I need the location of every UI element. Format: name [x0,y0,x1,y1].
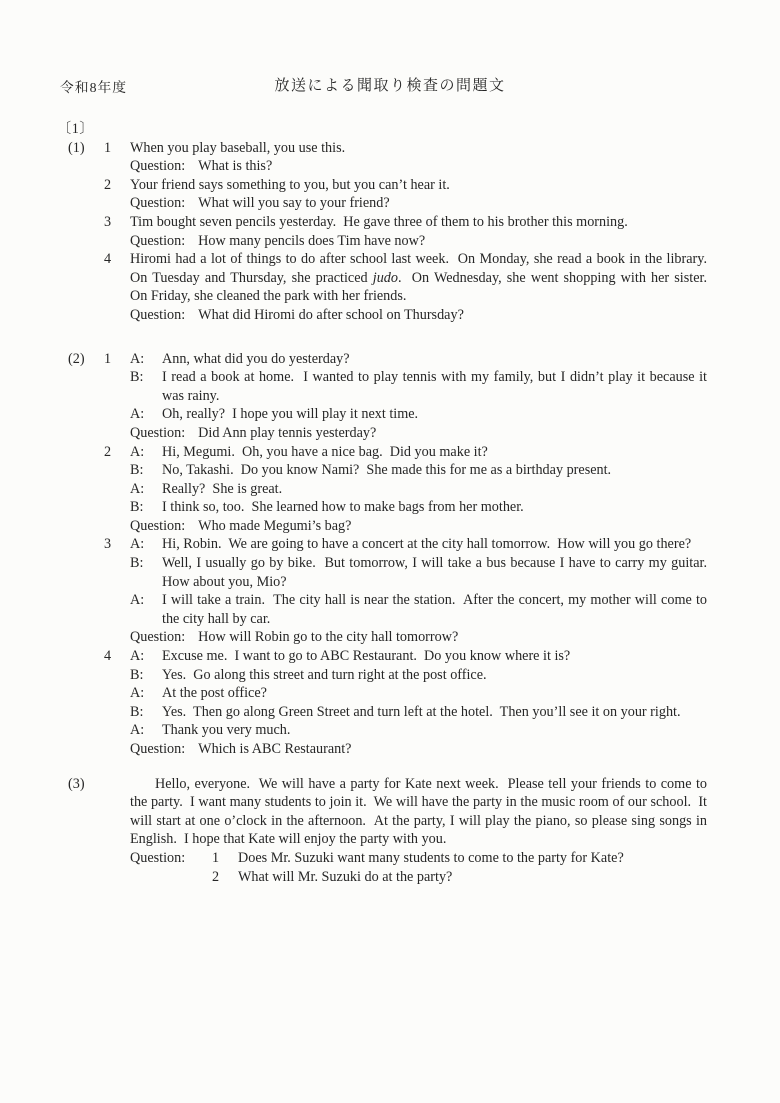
question-label: Question: [130,232,186,249]
item-body: Tim bought seven pencils yesterday. He gave three of them to his brother this morning. [130,213,628,230]
question-label: Question: [130,306,186,323]
speaker-label: A: [130,406,145,423]
dialog-text: Well, I usually go by bike. But tomorrow, I will take a bus because I have to carry my guitar. How about you, Mio? [162,555,715,590]
sections-container [0,139,780,887]
dialog-turn [130,684,707,703]
dialog-text: No, Takashi. Do you know Nami? She made this for me as a birthday present. [162,462,612,479]
question-text: How will Robin go to the city hall tomorrow? [198,629,459,646]
dialog-text: I read a book at home. I wanted to play tennis with my family, but I didn’t play it because it was rainy. [162,369,711,404]
speaker-label: B: [130,555,144,572]
item-number: 4 [104,648,112,665]
question-row [130,157,707,176]
item-number: 2 [104,176,112,193]
speaker-label: A: [130,536,145,553]
question-label: Question: [130,741,186,757]
question-row [130,232,707,251]
document-title: 放送による聞取り検査の問題文 [274,78,506,94]
speaker-label: B: [130,369,144,386]
sub-question-number: 1 [212,849,220,866]
item-number: 2 [104,443,112,460]
dialog-text: Hi, Megumi. Oh, you have a nice bag. Did you make it? [162,443,488,460]
question-row [130,740,707,759]
question-label: Question: [130,629,186,646]
question-row [130,628,707,647]
question-row [130,194,707,213]
section-monologue [0,775,780,887]
item-number: 3 [104,213,112,230]
question-label-spacer [130,868,212,887]
dialog-turn [130,443,707,462]
monologue-paragraph: Hello, everyone. We will have a party for Kate next week. Please tell your friends to come to the party. I want many students to join it. We will have the party in the music room of our school. It will start at one o’clock in the afternoon. At the party, I will play the piano, so please sing songs in English. I hope that Kate will enjoy the party with you. [130,775,711,848]
sub-question-text: Does Mr. Suzuki want many students to come to the party for Kate? [238,849,624,866]
dialog-text: At the post office? [162,685,267,702]
dialog-text: Hi, Robin. We are going to have a concert at the city hall tomorrow. How will you go there? [162,536,692,553]
dialog-item [104,647,707,759]
speaker-label: B: [130,703,144,720]
question-row [130,868,707,887]
question-text: Who made Megumi’s bag? [198,517,352,534]
big-section-label: 〔1〕 [57,121,94,137]
part-label: (3) [68,775,85,792]
question-row [130,306,707,325]
item-number: 3 [104,536,112,553]
question-label: Question: [130,424,186,441]
dialog-text: Excuse me. I want to go to ABC Restaurant. Do you know where it is? [162,648,571,665]
dialog-text: Oh, really? I hope you will play it next time. [162,406,419,423]
question-label: Question: [130,517,186,534]
dialog-turn [130,666,707,685]
dialog-item [104,350,711,443]
dialog-text: I will take a train. The city hall is near the station. After the concert, my mother will come to the city hall by car. [162,592,711,627]
question-text: Did Ann play tennis yesterday? [198,424,377,441]
dialog-text: Ann, what did you do yesterday? [162,350,350,367]
item-number: 1 [104,350,112,367]
dialog-item [104,443,707,536]
speaker-label: A: [130,648,145,665]
question-text: How many pencils does Tim have now? [198,232,426,249]
dialog-turn [130,721,707,740]
question-row [130,424,707,443]
sub-question-number: 2 [212,868,220,885]
speaker-label: B: [130,666,144,683]
speaker-label: B: [130,499,144,516]
document-body [0,120,780,886]
speaker-label: A: [130,685,145,702]
item-number: 1 [104,139,112,156]
item-number: 4 [104,251,112,268]
dialog-turn [130,368,711,405]
dialog-turn [130,535,707,554]
statement-item [104,176,707,213]
statement-item [104,139,707,176]
statement-item [104,250,715,324]
question-text: Which is ABC Restaurant? [198,741,352,757]
question-label: Question: [130,158,186,175]
text-run: judo [372,269,398,286]
dialog-turn [130,480,707,499]
dialog-item [104,535,715,647]
question-label: Question: [130,849,186,866]
section-items [0,139,780,325]
text-run: Hiromi had a lot of things to do after school last week. On Monday, she read a book in the library. On Tuesday and Thursday, she practiced [130,251,715,286]
speaker-label: A: [130,480,145,497]
section-dialogs [0,350,780,759]
item-body: Your friend says something to you, but you can’t hear it. [130,176,450,193]
question-text: What is this? [198,158,273,175]
dialog-turn [130,591,711,628]
dialog-text: Yes. Then go along Green Street and turn left at the hotel. Then you’ll see it on your right. [162,703,681,720]
part-label: (2) [68,350,85,367]
speaker-label: A: [130,592,145,609]
dialog-turn [130,405,707,424]
dialog-turn [130,350,707,369]
question-row [130,849,707,868]
dialog-text: Really? She is great. [162,480,283,497]
question-text: What will you say to your friend? [198,195,390,212]
dialog-text: I think so, too. She learned how to make bags from her mother. [162,499,524,516]
speaker-label: B: [130,462,144,479]
part-label: (1) [68,139,85,156]
era-label: 令和8年度 [60,80,128,95]
question-label: Question: [130,195,186,212]
speaker-label: A: [130,722,145,739]
question-row [130,517,707,536]
speaker-label: A: [130,350,145,367]
item-body: When you play baseball, you use this. [130,139,346,156]
dialog-turn [130,703,707,722]
item-body [130,250,715,306]
dialog-turn [130,554,715,591]
text-run: . On Wednesday, she went shopping with her sister. On Friday, she cleaned the park with her friends. [130,269,715,305]
dialog-text: Thank you very much. [162,722,291,739]
dialog-turn [130,498,707,517]
dialog-turn [130,461,707,480]
speaker-label: A: [130,443,145,460]
dialog-turn [130,647,707,666]
statement-item [104,213,707,250]
dialog-text: Yes. Go along this street and turn right at the post office. [162,666,487,683]
question-text: What did Hiromi do after school on Thursday? [198,306,464,323]
sub-question-text: What will Mr. Suzuki do at the party? [238,868,453,885]
